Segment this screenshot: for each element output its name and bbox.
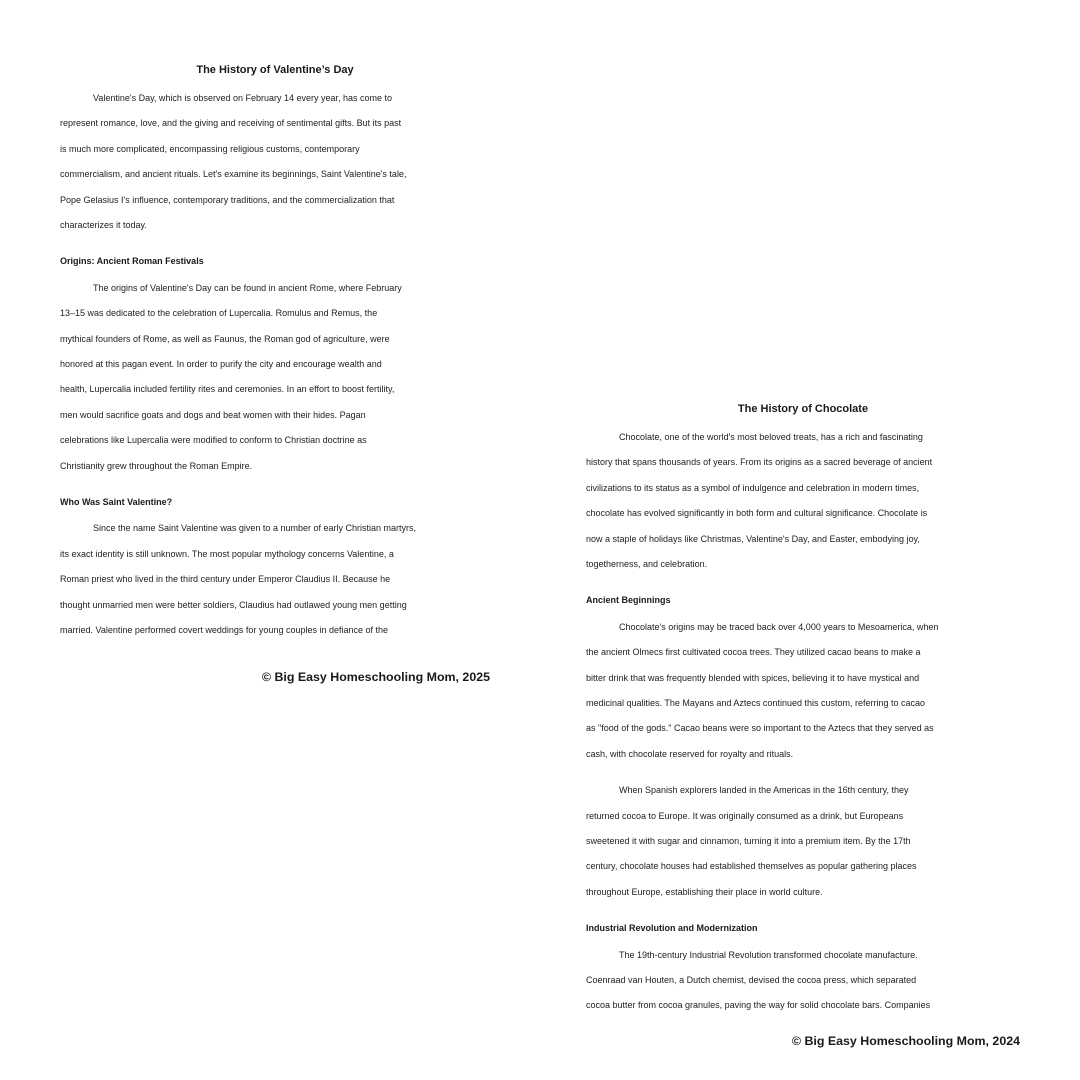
paragraph-line: bitter drink that was frequently blended with spices, believing it to have mystical and [586, 672, 920, 683]
paragraph-line: married. Valentine performed covert weddings for young couples in defiance of the [60, 625, 389, 635]
paragraph-line: civilizations to its status as a symbol of indulgence and celebration in modern times, [586, 482, 920, 493]
paragraph-line: Christianity grew throughout the Roman Empire. [60, 460, 253, 471]
paragraph-line: mythical founders of Rome, as well as Faunus, the Roman god of agriculture, were [60, 333, 390, 344]
page-title: The History of Chocolate [737, 403, 869, 415]
paragraph-line: Coenraad van Houten, a Dutch chemist, devised the cocoa press, which separated [586, 975, 917, 985]
section-heading: Ancient Beginnings [586, 595, 671, 606]
paragraph-line: The origins of Valentine's Day can be found in ancient Rome, where February [93, 282, 402, 293]
paragraph-line: thought unmarried men were better soldiers, Claudius had outlawed young men getting [60, 599, 407, 610]
paragraph-line: chocolate has evolved significantly in both form and cultural significance. Chocolate is [586, 508, 928, 519]
paragraph-line: honored at this pagan event. In order to purify the city and encourage wealth and [60, 359, 382, 369]
paragraph-line: history that spans thousands of years. From its origins as a sacred beverage of ancient [586, 457, 933, 468]
paragraph-line: returned cocoa to Europe. It was originally consumed as a drink, but Europeans [586, 810, 904, 821]
paragraph-line: commercialism, and ancient rituals. Let's examine its beginnings, Saint Valentine's tale, [60, 169, 407, 180]
paragraph-line: represent romance, love, and the giving and receiving of sentimental gifts. But its past [60, 118, 402, 129]
page-chocolate [586, 0, 1020, 1080]
paragraph-line: Roman priest who lived in the third century under Emperor Claudius II. Because he [60, 574, 391, 585]
paragraph-line: is much more complicated, encompassing religious customs, contemporary [60, 143, 360, 154]
page-valentines-day [60, 0, 490, 1080]
paragraph-line: the ancient Olmecs first cultivated cocoa trees. They utilized cacao beans to make a [586, 647, 921, 658]
paragraph-line: cocoa butter from cocoa granules, paving the way for solid chocolate bars. Companies [586, 1000, 931, 1011]
paragraph-line: Pope Gelasius I's influence, contemporary traditions, and the commercialization that [60, 194, 395, 205]
paragraph-line: men would sacrifice goats and dogs and beat women with their hides. Pagan [60, 409, 366, 420]
paragraph-line: When Spanish explorers landed in the Americas in the 16th century, they [619, 785, 909, 796]
paragraph-line: Chocolate, one of the world's most beloved treats, has a rich and fascinating [619, 432, 923, 442]
paragraph-line: togetherness, and celebration. [586, 559, 708, 569]
paragraph-line: its exact identity is still unknown. The most popular mythology concerns Valentine, a [60, 548, 394, 559]
paragraph-line: cash, with chocolate reserved for royalty and rituals. [586, 748, 794, 759]
paragraph-line: characterizes it today. [60, 220, 147, 230]
section-heading: Who Was Saint Valentine? [60, 497, 173, 507]
paragraph-line: celebrations like Lupercalia were modified to conform to Christian doctrine as [60, 435, 367, 446]
section-heading: Origins: Ancient Roman Festivals [60, 256, 204, 267]
paragraph-line: 13–15 was dedicated to the celebration of Lupercalia. Romulus and Remus, the [60, 308, 378, 319]
copyright-notice: © Big Easy Homeschooling Mom, 2025 [261, 670, 490, 684]
paragraph-line: sweetened it with sugar and cinnamon, turning it into a premium item. By the 17th [586, 836, 911, 846]
paragraph-line: The 19th-century Industrial Revolution transformed chocolate manufacture. [619, 949, 918, 960]
paragraph-line: now a staple of holidays like Christmas, Valentine's Day, and Easter, embodying joy, [586, 533, 920, 544]
section-heading: Industrial Revolution and Modernization [586, 923, 758, 934]
page-title: The History of Valentine’s Day [196, 64, 354, 76]
paragraph-line: Chocolate's origins may be traced back over 4,000 years to Mesoamerica, when [619, 621, 939, 632]
paragraph-line: throughout Europe, establishing their place in world culture. [586, 886, 823, 897]
paragraph-line: medicinal qualities. The Mayans and Aztecs continued this custom, referring to cacao [586, 698, 926, 708]
paragraph-line: century, chocolate houses had established themselves as popular gathering places [586, 861, 917, 872]
paragraph-line: health, Lupercalia included fertility rites and ceremonies. In an effort to boost fertility, [60, 384, 395, 395]
paragraph-line: Since the name Saint Valentine was given to a number of early Christian martyrs, [93, 523, 416, 534]
paragraph-line: Valentine's Day, which is observed on February 14 every year, has come to [93, 93, 393, 103]
copyright-notice: © Big Easy Homeschooling Mom, 2024 [791, 1034, 1020, 1048]
paragraph-line: as "food of the gods." Cacao beans were so important to the Aztecs that they served as [586, 723, 934, 734]
